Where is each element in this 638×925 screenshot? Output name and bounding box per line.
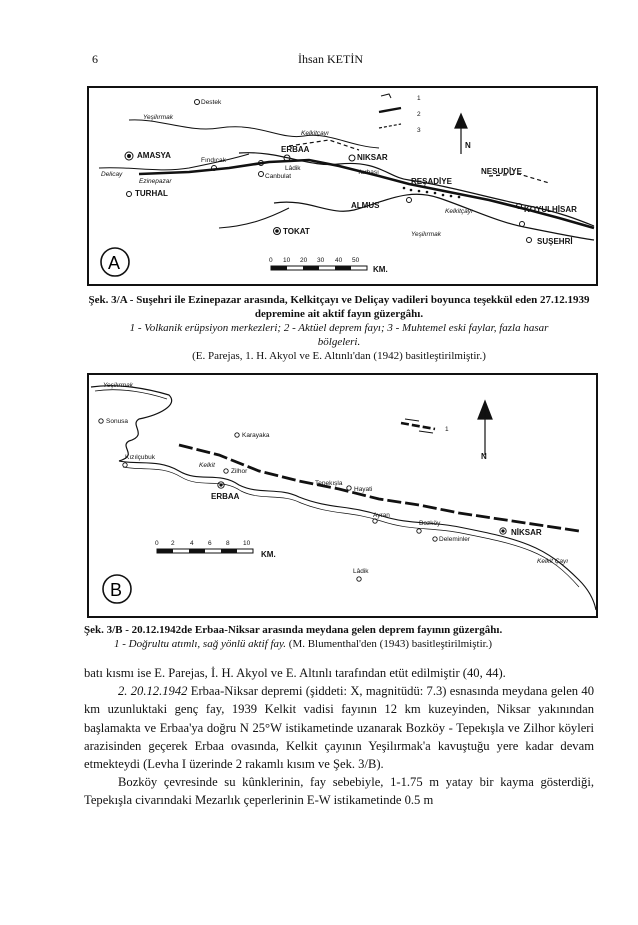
label-yarbasi: Yarbası [357,169,379,176]
legend-b-1: 1 [445,426,449,433]
scale-a-50: 50 [352,257,360,264]
body-paragraph-1: batı kısmı ise E. Parejas, İ. H. Akyol ve E. Altınlı tarafından etüt edilmiştir (40, 44). [84,666,506,680]
scale-b-10: 10 [243,540,251,547]
body-paragraph-3: Bozköy çevresinde su kûnklerinin, fay sebebiyle, 1-1.75 m yatay bir kayma gösterdiği, Tepekışla civarındaki Mezarlık çeperlerinin E-W istikametinde 0.5 m [84,775,594,808]
label-turhal: TURHAL [135,189,168,198]
label-b-sonusa: Sonusa [106,418,129,425]
body-p2-text: Erbaa-Niksar depremi (şiddeti: X, magnitüdü: 7.3) esnasında meydana gelen 40 km uzunluktaki genç fay, 1939 Kelkit vadisi fayının 12 km kuzeyinden, Niksar yakınından başlamakta ve Erbaa'ya doğru N 25°W istikametinde uzanarak Bozköy - Tepekışla ve Zilhor köyleri arazisinden geçerek Erbaa ovasında, Kelkit çayının Yeşilırmak'a kavuştuğu yere kadar devam etmekteydi (Levha I üzerinde 2 rakamlı kısım ve Şek. 3/B). [84,684,595,772]
label-b-tepekisla: Tepekışla [315,480,343,487]
caption-b [84,623,594,651]
scale-b-4: 4 [190,540,194,547]
label-yesilirmak-n: Yeşilırmak [143,114,173,121]
scale-b-0: 0 [155,540,159,547]
label-amasya: AMASYA [137,151,171,160]
label-b-zilhor: Zilhor [231,468,248,475]
label-ladik: Lâdik [285,165,301,172]
river-yesilirmak-north [129,120,379,148]
label-almus: ALMUS [351,201,380,210]
caption-a-title: Şek. 3/A - Suşehri ile Ezinepazar arasında, Kelkitçayı ve Deliçay vadileri boyunca teşekkül eden 27.12.1939 depremine ait aktif fayın güzergâhı. [88,294,590,320]
caption-b-legend-line [84,637,594,651]
map-a-north-label: N [465,141,471,150]
body-p2-date: 2. 20.12.1942 [118,684,188,699]
legend-2: 2 [417,111,421,118]
label-b-yesilirmak: Yeşilırmak [103,382,133,389]
body-paragraph-2 [84,682,594,773]
label-delicay: Delicay [101,171,123,178]
label-b-kizilcubuk: Kızılçubuk [125,454,155,461]
label-nesudiye: NESUDİYE [481,167,522,176]
map-b-drawing [89,375,596,616]
scale-b-2: 2 [171,540,175,547]
river-kelkit [239,153,594,226]
label-ezinepazar: Ezinepazar [139,178,172,185]
caption-a-source: (E. Parejas, 1. H. Akyol ve E. Altınlı'dan (1942) basitleştirilmiştir.) [192,350,486,362]
legend-1: 1 [417,95,421,102]
scale-b-6: 6 [208,540,212,547]
river-tributary [219,208,289,228]
label-tokat: TOKAT [283,227,310,236]
label-destek: Destek [201,99,222,106]
label-b-kelkit: Kelkit [199,462,215,469]
caption-b-source: (M. Blumenthal'den (1943) basitleştirilmiştir.) [288,638,493,650]
caption-b-legend: 1 - Doğrultu atımlı, sağ yönlü aktif fay. [114,638,287,650]
caption-a-legend: 1 - Volkanik erüpsiyon merkezleri; 2 - Aktüel deprem fayı; 3 - Muhtemel eski faylar, fazla hasar bölgeleri. [129,322,549,348]
scale-b-unit: KM. [261,550,276,559]
label-b-hayati: Hayati [354,486,373,493]
label-b-ladik: Lâdik [353,568,369,575]
map-a-scale [269,257,388,274]
scale-a-0: 0 [269,257,273,264]
scale-a-40: 40 [335,257,343,264]
map-a-letter: A [108,253,121,273]
label-koyulhisar: KOYULHİSAR [524,205,577,214]
scale-a-30: 30 [317,257,325,264]
label-yesilirmak-s: Yeşilırmak [411,231,441,238]
label-b-erbaa: ERBAA [211,492,240,501]
map-a-legend [379,94,421,134]
body-text [84,664,594,810]
running-author: İhsan KETİN [298,52,363,66]
label-b-kelkit-cayi: Kelkit Çayı [537,558,569,565]
map-b-legend [401,419,449,433]
label-resadiye: REŞADİYE [411,177,452,186]
label-findicak: Fındıcak [201,157,226,164]
map-a [87,86,598,286]
label-b-ayran: Ayran [373,512,390,519]
map-b-scale [155,540,276,559]
label-erbaa: ERBAA [281,145,310,154]
label-b-karayaka: Karayaka [242,432,270,439]
label-b-deleminler: Deleminler [439,536,471,543]
caption-a [84,293,594,363]
caption-b-title: Şek. 3/B - 20.12.1942de Erbaa-Niksar arasında meydana gelen deprem fayının güzergâhı. [84,624,503,636]
label-susehri: SUŞEHRİ [537,237,573,246]
page-number: 6 [92,52,98,66]
label-b-bozkoy: Bozköy [419,520,441,527]
label-b-niksar: NİKSAR [511,528,542,537]
map-a-drawing [89,88,596,284]
label-canbulat: Canbulat [265,173,292,180]
map-b-north-arrow [478,401,492,455]
label-kelkitcayi-s: Kelkitçayı [445,208,473,215]
label-niksar: NIKSAR [357,153,388,162]
map-b-north-label: N [481,452,487,461]
scale-a-unit: KM. [373,265,388,274]
scale-a-20: 20 [300,257,308,264]
legend-3: 3 [417,127,421,134]
scale-a-10: 10 [283,257,291,264]
scale-b-8: 8 [226,540,230,547]
map-b-letter: B [110,580,123,600]
label-kelkitcayi-n: Kelkitçayı [301,130,329,137]
map-b [87,373,598,618]
